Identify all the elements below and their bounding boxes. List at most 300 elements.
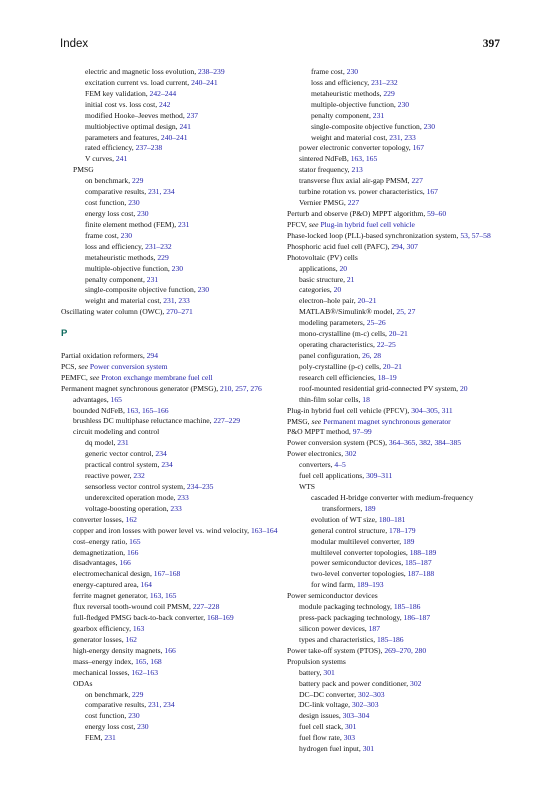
entry-term: fuel cell applications, — [299, 471, 367, 481]
index-entry — [61, 580, 285, 591]
entry-term: brushless DC multiphase reluctance machine, — [73, 416, 214, 426]
page-reference-link[interactable]: 294, 307 — [391, 241, 418, 251]
index-entry — [287, 122, 503, 133]
page-reference-link[interactable]: 189–193 — [356, 580, 384, 590]
page-reference-link[interactable]: 20 — [459, 383, 468, 393]
index-entry — [61, 613, 285, 624]
entry-term: general control structure, — [311, 525, 390, 535]
index-entry — [287, 679, 503, 690]
entry-term: weight and material cost, — [311, 132, 390, 142]
entry-term: multiobjective optimal design, — [85, 121, 180, 131]
entry-term: generic vector control, — [85, 449, 156, 459]
page-reference-link[interactable]: 230 — [128, 198, 140, 208]
entry-term: initial cost vs. loss cost, — [85, 99, 160, 109]
page-reference-link[interactable]: 185–186 — [377, 634, 404, 644]
index-entry — [61, 242, 285, 253]
entry-term: Propulsion systems — [287, 656, 346, 666]
index-entry — [61, 143, 285, 154]
page-reference-link[interactable]: 162 — [125, 514, 137, 524]
index-entry — [61, 264, 285, 275]
index-entry — [287, 154, 503, 165]
index-entry — [287, 340, 503, 351]
entry-term: power electronic converter topology, — [299, 143, 413, 153]
index-entry — [287, 580, 503, 591]
page-reference-link[interactable]: 234–235 — [186, 482, 214, 491]
entry-term: Plug-in hybrid fuel cell vehicle (PFCV), — [287, 405, 412, 415]
page-reference-link[interactable]: 166 — [164, 645, 176, 655]
page-reference-link[interactable]: 231 — [117, 438, 129, 448]
page-reference-link[interactable]: 309–311 — [366, 471, 393, 481]
entry-term: disadvantages, — [73, 558, 120, 568]
index-entry — [61, 133, 285, 144]
page-reference-link[interactable]: 166 — [126, 547, 139, 557]
index-entry — [287, 133, 503, 144]
page-reference-link[interactable]: 20–21 — [357, 296, 377, 306]
entry-term: generator losses, — [73, 634, 126, 644]
page-reference-link[interactable]: 234 — [155, 449, 167, 459]
page-reference-link[interactable]: 231 — [178, 219, 190, 229]
entry-term: poly-crystalline (p-c) cells, — [299, 361, 383, 371]
page-reference-link[interactable]: 231 — [372, 110, 385, 120]
entry-term: on benchmark, — [85, 176, 133, 186]
entry-term: finite element method (FEM), — [85, 219, 179, 229]
page-reference-link[interactable]: 302 — [410, 678, 422, 688]
entry-term: PMSG, — [287, 416, 312, 426]
index-entry — [287, 526, 503, 537]
index-entry — [287, 165, 503, 176]
entry-term: Power electronics, — [287, 449, 345, 459]
entry-term: loss and efficiency, — [85, 241, 146, 251]
index-entry — [287, 264, 503, 275]
index-entry — [287, 427, 503, 438]
entry-term: PCS, — [61, 361, 79, 371]
index-entry — [61, 416, 285, 427]
index-entry — [287, 231, 503, 242]
page-reference-link[interactable]: 20–21 — [382, 361, 402, 371]
index-entry — [287, 373, 503, 384]
index-entry — [287, 209, 503, 220]
page-reference-link[interactable]: 270–271 — [166, 307, 193, 317]
index-entry — [287, 100, 503, 111]
entry-term: DC-link voltage, — [299, 700, 352, 710]
page-reference-link[interactable]: 240–241 — [160, 132, 188, 142]
index-entry — [61, 395, 285, 406]
entry-term: dq model, — [85, 438, 118, 448]
page-reference-link[interactable]: 242–244 — [149, 88, 177, 98]
page-reference-link[interactable]: 188–189 — [409, 547, 437, 557]
entry-term: fuel flow rate, — [299, 733, 344, 743]
page-reference-link[interactable]: 231–232 — [145, 241, 172, 251]
page-reference-link[interactable]: 230 — [137, 722, 149, 732]
entry-term: single-composite objective function, — [85, 285, 198, 295]
entry-term: frame cost, — [311, 67, 347, 76]
entry-term: excitation current vs. load current, — [85, 77, 192, 87]
page-reference-link[interactable]: 230 — [346, 67, 359, 76]
entry-term: power semiconductor devices, — [311, 558, 406, 568]
see-label: see — [308, 219, 321, 229]
index-entry — [61, 624, 285, 635]
entry-term: mono-crystalline (m-c) cells, — [299, 329, 389, 339]
page-reference-link[interactable]: 230 — [128, 711, 140, 721]
cross-reference-link[interactable]: Proton exchange membrane fuel cell — [101, 372, 213, 382]
entry-term: PMSG — [73, 165, 94, 175]
index-entry — [287, 602, 503, 613]
entry-term: demagnetization, — [73, 547, 127, 557]
entry-term: FEM, — [85, 733, 105, 743]
entry-term: penalty component, — [85, 274, 147, 284]
page-reference-link[interactable]: 231, 234 — [148, 700, 175, 710]
page-reference-link[interactable]: 186–187 — [403, 613, 431, 623]
entry-term: basic structure, — [299, 274, 347, 284]
entry-term: DC–DC converter, — [299, 689, 358, 699]
index-entry — [61, 471, 285, 482]
entry-term: converter losses, — [73, 514, 126, 524]
index-entry — [287, 635, 503, 646]
entry-term: energy loss cost, — [85, 722, 138, 732]
page-reference-link[interactable]: 301 — [362, 744, 375, 754]
entry-term: cost function, — [85, 198, 129, 208]
index-entry — [287, 515, 503, 526]
entry-term: applications, — [299, 263, 340, 273]
page-reference-link[interactable]: 162 — [125, 634, 137, 644]
entry-term: advantages, — [73, 394, 111, 404]
index-column-right — [287, 67, 503, 755]
page-reference-link[interactable]: 53, 57–58 — [460, 230, 491, 240]
entry-term: thin-film solar cells, — [299, 394, 363, 404]
index-entry — [287, 89, 503, 100]
page-reference-link[interactable]: 213 — [351, 165, 363, 175]
cross-reference-link[interactable]: Plug-in hybrid fuel cell vehicle — [320, 219, 415, 229]
page-reference-link[interactable]: 167–168 — [153, 569, 181, 579]
page-reference-link[interactable]: 230 — [137, 208, 149, 218]
entry-term: energy loss cost, — [85, 208, 138, 218]
page-reference-link[interactable]: 241 — [179, 121, 191, 131]
page-reference-link[interactable]: 163, 165–166 — [126, 405, 169, 415]
index-entry — [287, 307, 503, 318]
page-reference-link[interactable]: 240–241 — [191, 77, 218, 87]
page-reference-link[interactable]: 230 — [397, 99, 410, 109]
entry-term: Vernier PMSG, — [299, 198, 348, 208]
page-reference-link[interactable]: 4–5 — [334, 460, 346, 470]
entry-term: electric and magnetic loss evolution, — [85, 67, 199, 76]
index-entry — [61, 657, 285, 668]
entry-term: cascaded H-bridge converter with medium-frequency transformers, — [311, 492, 474, 513]
page-reference-link[interactable]: 230 — [171, 263, 184, 273]
index-entry — [287, 624, 503, 635]
entry-term: PFCV, — [287, 219, 309, 229]
page-reference-link[interactable]: 231, 234 — [148, 187, 175, 197]
page-reference-link[interactable]: 97–99 — [352, 427, 372, 437]
page-reference-link[interactable]: 234 — [161, 460, 173, 470]
index-entry — [61, 679, 285, 690]
entry-term: MATLAB®/Simulink® model, — [299, 307, 397, 317]
entry-term: sintered NdFeB, — [299, 154, 351, 164]
page-reference-link[interactable]: 364–365, 382, 384–385 — [388, 438, 462, 448]
entry-term: gearbox efficiency, — [73, 623, 133, 633]
page-reference-link[interactable]: 229 — [157, 252, 169, 262]
entry-term: Phosphoric acid fuel cell (PAFC), — [287, 241, 392, 251]
page-reference-link[interactable]: 167 — [426, 187, 438, 197]
entry-term: reactive power, — [85, 471, 134, 481]
index-entry — [61, 668, 285, 679]
page-reference-link[interactable]: 302–303 — [357, 689, 385, 699]
index-entry — [61, 646, 285, 657]
page-reference-link[interactable]: 168–169 — [207, 613, 234, 623]
entry-term: copper and iron losses with power level vs. wind velocity, — [73, 525, 251, 535]
index-entry — [61, 187, 285, 198]
entry-term: voltage-boosting operation, — [85, 503, 171, 513]
index-entry — [287, 198, 503, 209]
index-entry — [61, 275, 285, 286]
index-entry — [61, 122, 285, 133]
index-entry — [61, 100, 285, 111]
page-reference-link[interactable]: 187–188 — [407, 569, 435, 579]
page-reference-link[interactable]: 232 — [133, 471, 145, 481]
index-entry — [287, 591, 503, 602]
entry-term: WTS — [299, 482, 316, 492]
page-reference-link[interactable]: 189 — [403, 536, 415, 546]
index-entry — [287, 493, 503, 515]
index-entry — [287, 384, 503, 395]
entry-term: categories, — [299, 285, 334, 295]
page-reference-link[interactable]: 230 — [120, 230, 133, 240]
entry-term: two-level converter topologies, — [311, 569, 408, 579]
entry-term: on benchmark, — [85, 689, 133, 699]
page-reference-link[interactable]: 165 — [110, 394, 122, 404]
page-reference-link[interactable]: 164 — [140, 580, 152, 590]
page-reference-link[interactable]: 231 — [104, 733, 116, 743]
index-entry — [61, 198, 285, 209]
page-reference-link[interactable]: 165 — [129, 536, 141, 546]
entry-list-left-p — [61, 351, 285, 744]
index-entry — [61, 558, 285, 569]
entry-term: types and characteristics, — [299, 634, 378, 644]
index-entry — [61, 690, 285, 701]
page-reference-link[interactable]: 227–228 — [192, 602, 220, 612]
entry-list-left-top — [61, 67, 285, 318]
page-reference-link[interactable]: 25–26 — [366, 318, 386, 328]
page-reference-link[interactable]: 210, 257, 276 — [220, 383, 262, 393]
index-entry — [61, 406, 285, 417]
entry-term: PEMFC, — [61, 372, 90, 382]
page-reference-link[interactable]: 20 — [333, 285, 342, 295]
entry-term: sensorless vector control system, — [85, 482, 187, 491]
index-column-left — [61, 67, 285, 744]
index-entry — [287, 111, 503, 122]
index-entry — [61, 427, 285, 438]
index-entry — [287, 690, 503, 701]
index-entry — [287, 220, 503, 231]
index-entry — [61, 111, 285, 122]
entry-term: mass–energy index, — [73, 656, 136, 666]
page-reference-link[interactable]: 230 — [197, 285, 210, 295]
entry-term: modeling parameters, — [299, 318, 367, 328]
page-reference-link[interactable]: 167 — [412, 143, 424, 153]
index-entry — [287, 67, 503, 78]
index-entry — [61, 89, 285, 100]
page-reference-link[interactable]: 229 — [132, 176, 144, 186]
page-reference-link[interactable]: 22–25 — [376, 340, 396, 350]
page-reference-link[interactable]: 25, 27 — [396, 307, 416, 317]
page-reference-link[interactable]: 187 — [368, 624, 380, 634]
entry-term: research cell efficiencies, — [299, 372, 378, 382]
page-reference-link[interactable]: 21 — [346, 274, 355, 284]
index-entry — [287, 744, 503, 755]
page-reference-link[interactable]: 294 — [146, 350, 159, 360]
entry-term: design issues, — [299, 711, 343, 721]
page-reference-link[interactable]: 269–270, 280 — [384, 645, 427, 655]
cross-reference-link[interactable]: Power conversion system — [89, 361, 168, 371]
index-entry — [287, 548, 503, 559]
page-reference-link[interactable]: 241 — [115, 154, 128, 164]
page-reference-link[interactable]: 242 — [159, 99, 171, 109]
page-reference-link[interactable]: 231 — [146, 274, 159, 284]
index-entry — [287, 449, 503, 460]
page-reference-link[interactable]: 301 — [344, 722, 357, 732]
entry-term: rated efficiency, — [85, 143, 136, 153]
page-reference-link[interactable]: 227–229 — [213, 416, 241, 426]
entry-term: parameters and features, — [85, 132, 161, 142]
index-entry — [61, 220, 285, 231]
entry-term: for wind farm, — [311, 580, 357, 590]
index-entry — [61, 449, 285, 460]
entry-term: fuel cell stack, — [299, 722, 345, 732]
page-reference-link[interactable]: 165, 168 — [135, 656, 162, 666]
index-entry — [287, 711, 503, 722]
page-reference-link[interactable]: 163, 165 — [149, 591, 177, 601]
page-reference-link[interactable]: 163, 165 — [350, 154, 378, 164]
index-entry — [61, 384, 285, 395]
page-reference-link[interactable]: 233 — [170, 503, 182, 513]
index-entry — [287, 253, 503, 264]
entry-term: Oscillating water column (OWC), — [61, 307, 167, 317]
entry-term: P&O MPPT method, — [287, 427, 353, 437]
index-entry — [61, 548, 285, 559]
page-reference-link[interactable]: 303–304 — [342, 711, 370, 721]
index-entry — [287, 78, 503, 89]
entry-term: modified Hooke–Jeeves method, — [85, 110, 187, 120]
index-entry — [287, 329, 503, 340]
entry-term: mechanical losses, — [73, 667, 132, 677]
page-reference-link[interactable]: 237 — [186, 110, 199, 120]
section-title: Index — [60, 38, 89, 50]
page-reference-link[interactable]: 185–186 — [393, 602, 421, 612]
index-entry — [61, 460, 285, 471]
entry-term: weight and material cost, — [85, 296, 164, 306]
page-reference-link[interactable]: 178–179 — [389, 525, 416, 535]
page-reference-link[interactable]: 303 — [343, 733, 356, 743]
entry-term: energy-captured area, — [73, 580, 141, 590]
entry-term: evolution of WT size, — [311, 514, 379, 524]
entry-term: battery, — [299, 667, 324, 677]
entry-term: bounded NdFeB, — [73, 405, 127, 415]
entry-term: Power semiconductor devices — [287, 591, 378, 601]
entry-term: module packaging technology, — [299, 602, 394, 612]
index-entry — [287, 668, 503, 679]
entry-term: single-composite objective function, — [311, 121, 424, 131]
entry-term: panel configuration, — [299, 350, 363, 360]
page-reference-link[interactable]: 238–239 — [198, 67, 225, 76]
entry-term: V curves, — [85, 154, 116, 164]
page-reference-link[interactable]: 231, 233 — [163, 296, 190, 306]
page-reference-link[interactable]: 230 — [423, 121, 436, 131]
page-reference-link[interactable]: 233 — [177, 492, 189, 502]
page-reference-link[interactable]: 26, 28 — [362, 350, 382, 360]
page-reference-link[interactable]: 302 — [345, 449, 357, 459]
index-entry — [61, 253, 285, 264]
page-reference-link[interactable]: 229 — [383, 88, 395, 98]
page-reference-link[interactable]: 20 — [339, 263, 348, 273]
page-reference-link[interactable]: 229 — [132, 689, 144, 699]
index-entry — [287, 285, 503, 296]
entry-term: frame cost, — [85, 230, 121, 240]
index-entry — [287, 438, 503, 449]
page-reference-link[interactable]: 185–187 — [405, 558, 432, 568]
entry-term: comparative results, — [85, 700, 149, 710]
index-entry — [287, 700, 503, 711]
page-reference-link[interactable]: 166 — [119, 558, 131, 568]
index-entry — [287, 657, 503, 668]
page-reference-link[interactable]: 304–305, 311 — [411, 405, 453, 415]
index-entry — [61, 722, 285, 733]
entry-term: Photovoltaic (PV) cells — [287, 252, 358, 262]
entry-term: circuit modeling and control — [73, 427, 160, 437]
entry-term: Perturb and observe (P&O) MPPT algorithm, — [287, 208, 428, 218]
page-reference-link[interactable]: 231–232 — [371, 77, 398, 87]
index-entry — [61, 526, 285, 537]
section-letter-p: P — [61, 328, 68, 340]
page-reference-link[interactable]: 163 — [132, 623, 145, 633]
entry-term: press-pack packaging technology, — [299, 613, 404, 623]
page-reference-link[interactable]: 18–19 — [377, 372, 397, 382]
page-reference-link[interactable]: 237–238 — [135, 143, 163, 153]
page-reference-link[interactable]: 20–21 — [388, 329, 408, 339]
index-entry — [287, 558, 503, 569]
page-reference-link[interactable]: 163–164 — [250, 525, 278, 535]
entry-term: Power take-off system (PTOS), — [287, 645, 385, 655]
index-entry — [287, 417, 503, 428]
page-reference-link[interactable]: 227 — [411, 176, 423, 186]
entry-term: turbine rotation vs. power characteristics, — [299, 187, 427, 197]
page-reference-link[interactable]: 302–303 — [351, 700, 379, 710]
index-entry — [61, 78, 285, 89]
entry-term: battery pack and power conditioner, — [299, 678, 411, 688]
cross-reference-link[interactable]: Permanent magnet synchronous generator — [323, 416, 451, 426]
page-reference-link[interactable]: 231, 233 — [389, 132, 416, 142]
index-entry — [287, 143, 503, 154]
index-entry — [61, 569, 285, 580]
page-reference-link[interactable]: 59–60 — [427, 208, 447, 218]
index-entry — [61, 67, 285, 78]
entry-term: high-energy density magnets, — [73, 645, 165, 655]
page-reference-link[interactable]: 18 — [362, 394, 370, 404]
index-entry — [287, 722, 503, 733]
entry-term: operating characteristics, — [299, 340, 377, 350]
page-reference-link[interactable]: 162–163 — [131, 667, 158, 677]
entry-term: Phase-locked loop (PLL)-based synchronization system, — [287, 230, 461, 240]
entry-term: loss and efficiency, — [311, 77, 372, 87]
page-reference-link[interactable]: 301 — [323, 667, 335, 677]
entry-term: metaheuristic methods, — [311, 88, 384, 98]
page-number: 397 — [482, 38, 500, 50]
page-reference-link[interactable]: 180–181 — [378, 514, 406, 524]
entry-term: multiple-objective function, — [311, 99, 398, 109]
page-reference-link[interactable]: 227 — [347, 198, 360, 208]
entry-term: electron–hole pair, — [299, 296, 358, 306]
page-reference-link[interactable]: 189 — [364, 503, 376, 513]
entry-term: penalty component, — [311, 110, 373, 120]
entry-term: transverse flux axial air-gap PMSM, — [299, 176, 412, 186]
